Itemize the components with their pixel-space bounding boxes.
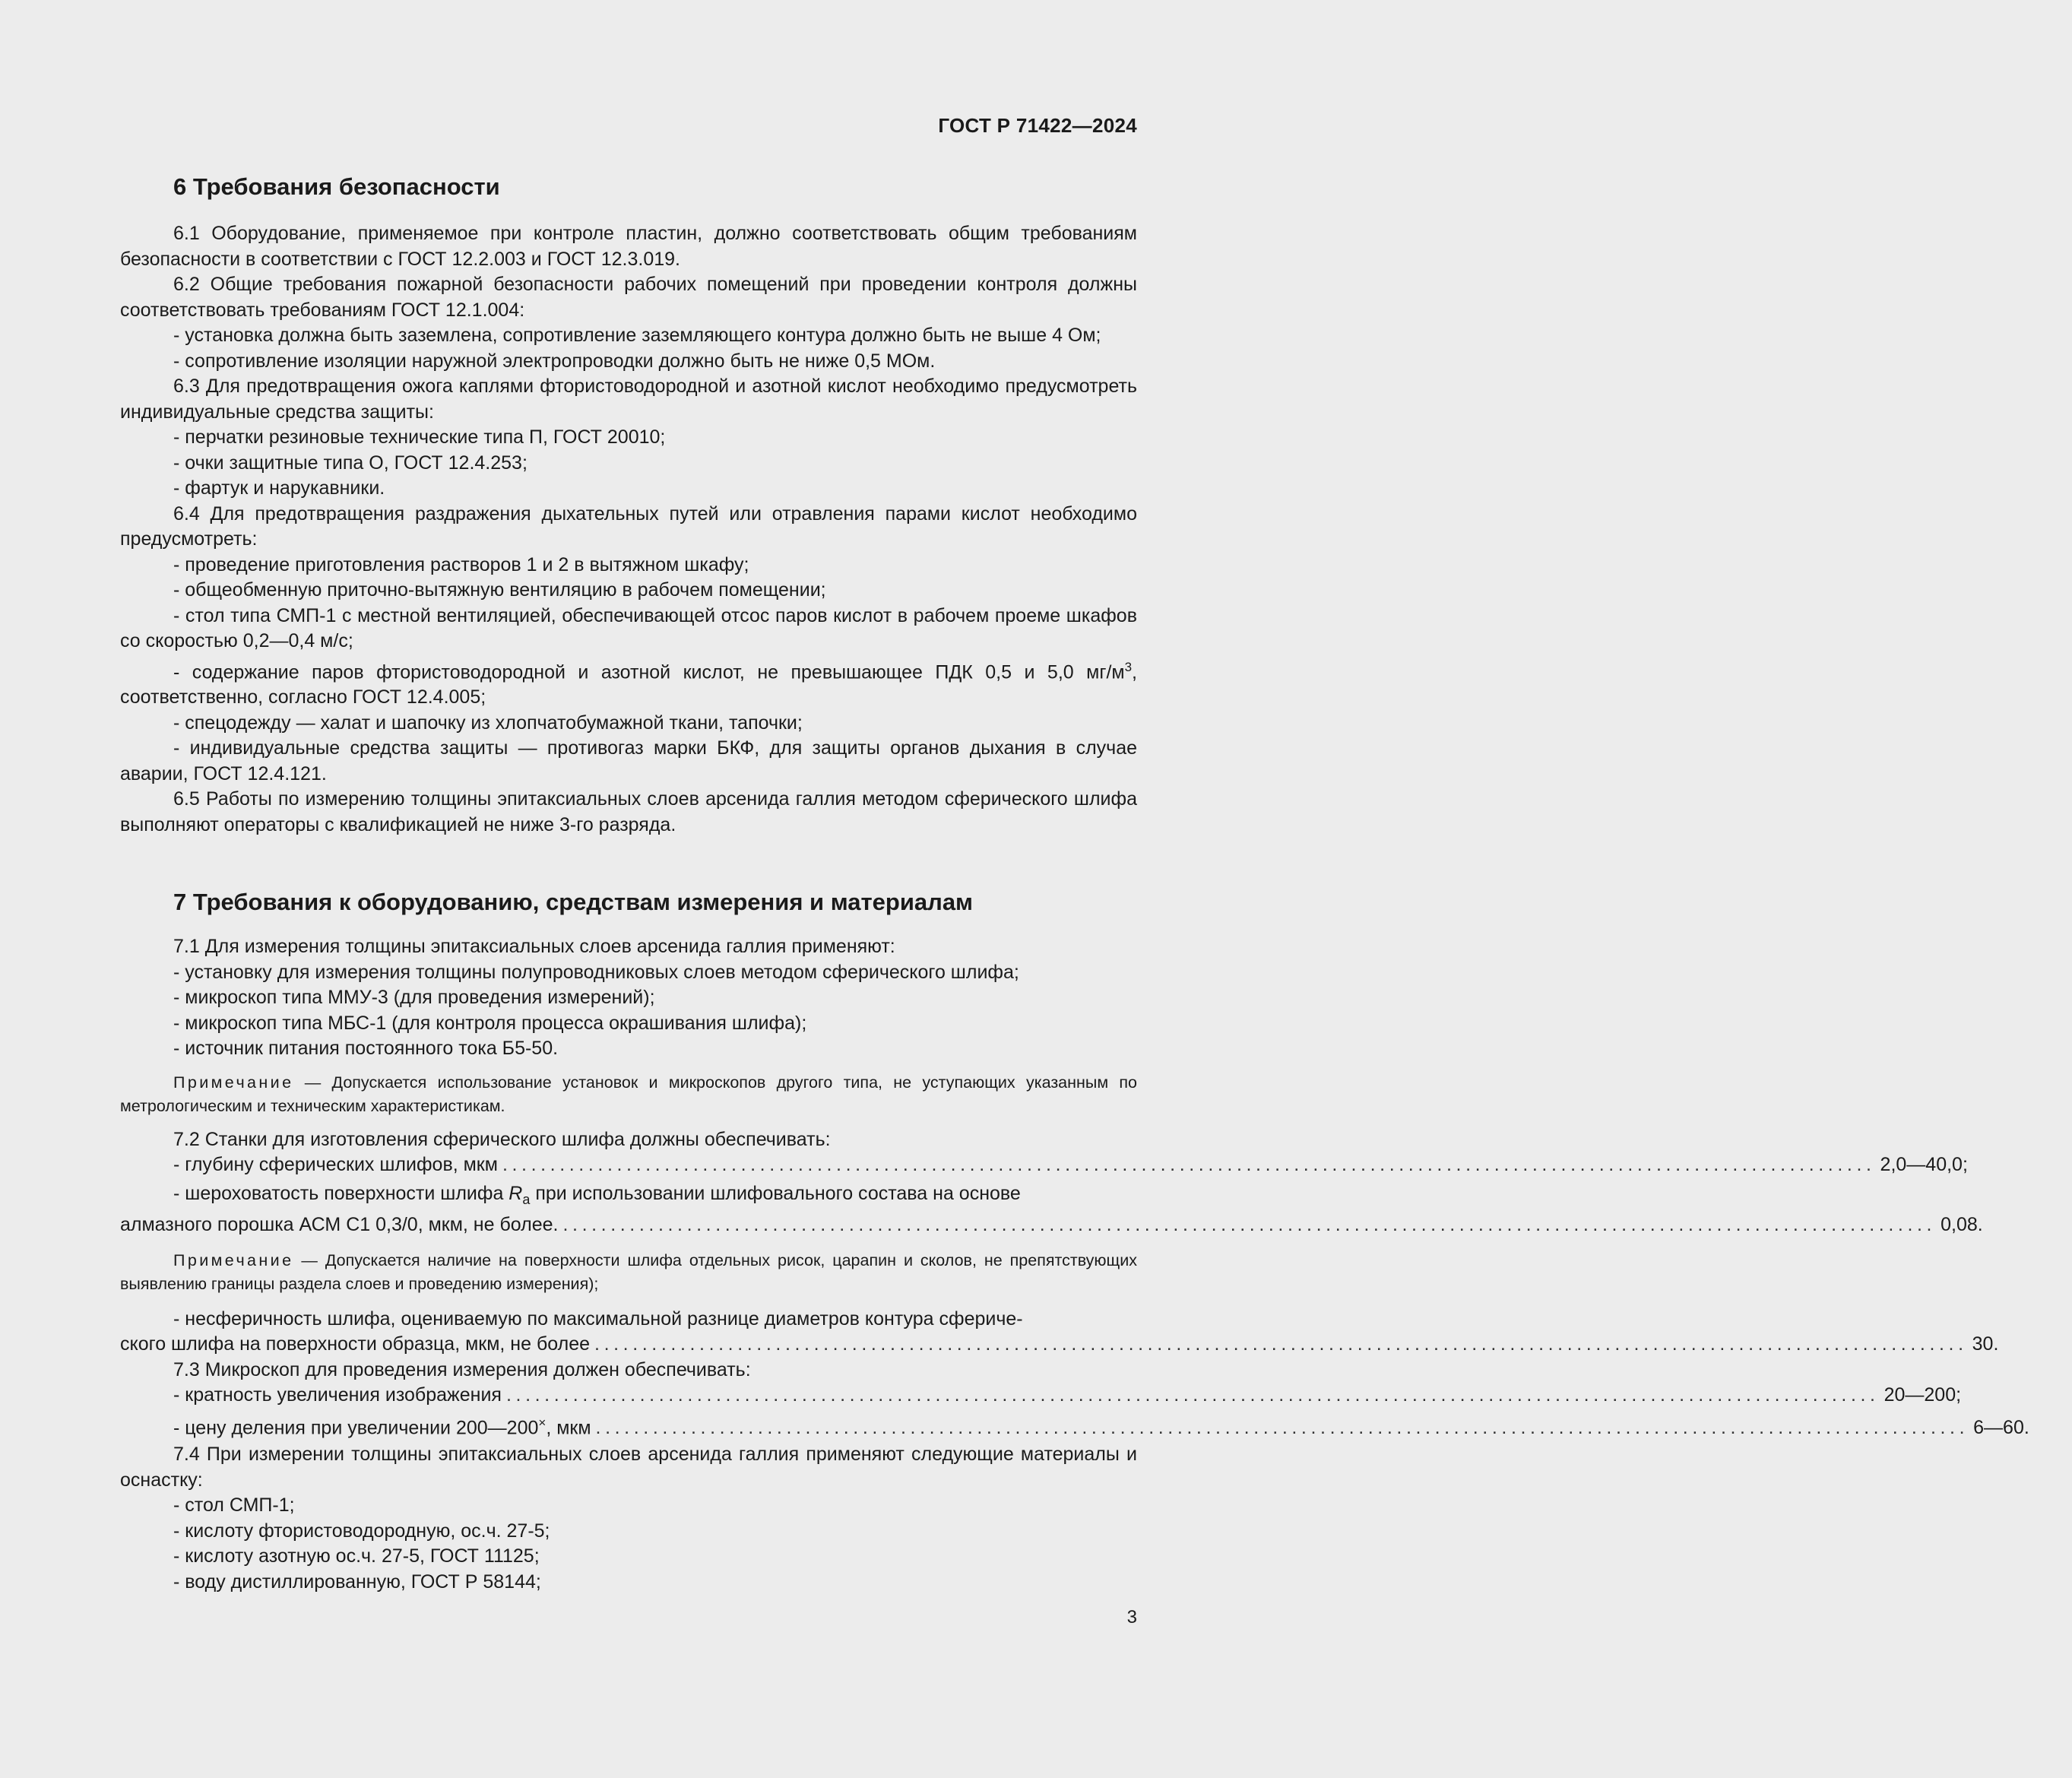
list-item: - микроскоп типа ММУ-3 (для проведения измерений); (173, 987, 655, 1008)
list-item-roughness: - шероховатость поверхности шлифа $R_a$ при использовании шлифовального состава на основе (173, 1182, 1021, 1207)
list-item: - установку для измерения толщины полупроводниковых слоев методом сферического шлифа; (173, 961, 1019, 983)
list-item: - установка должна быть заземлена, сопротивление заземляющего контура должно быть не выше 4 Ом; (173, 325, 1101, 346)
paragraph-6-1: 6.1 Оборудование, применяемое при контроле пластин, должно соответствовать общим требованиям безопасности в соответствии с ГОСТ 12.2.003 и ГОСТ 12.3.019. (120, 223, 1137, 270)
section-6-title: 6 Требования безопасности (173, 173, 500, 200)
leader-line-division: - цену деления при увеличении 200—200×, мкм ................................................................................................................................................ 6—60. (173, 1415, 2029, 1438)
paragraph-7-1: 7.1 Для измерения толщины эпитаксиальных слоев арсенида галлия применяют: (173, 936, 895, 957)
note-2: Примечание — Допускается наличие на поверхности шлифа отдельных рисок, царапин и сколов, не препятствующих выявлению границы раздела слоев и проведению измерения); (120, 1250, 1137, 1293)
paragraph-7-3: 7.3 Микроскоп для проведения измерения должен обеспечивать: (173, 1358, 751, 1380)
leader-line-depth: - глубину сферических шлифов, мкм ................................................................................................................................................ 2,0—40,0; (173, 1154, 1968, 1175)
section-6-body (120, 221, 1137, 838)
leader-line-sphericity: ского шлифа на поверхности образца, мкм, не более ................................................................................................................................................ 30. (120, 1333, 1999, 1355)
list-item: - индивидуальные средства защиты — противогаз марки БКФ, для защиты органов дыхания в случае аварии, ГОСТ 12.4.121. (120, 737, 1137, 784)
document-code: ГОСТ Р 71422—2024 (938, 114, 1137, 137)
list-item: - проведение приготовления растворов 1 и 2 в вытяжном шкафу; (173, 553, 749, 575)
paragraph-7-2: 7.2 Станки для изготовления сферического шлифа должны обеспечивать: (173, 1128, 831, 1150)
paragraph-6-4: 6.4 Для предотвращения раздражения дыхательных путей или отравления парами кислот необходимо предусмотреть: (120, 502, 1137, 550)
list-item: - микроскоп типа МБС-1 (для контроля процесса окрашивания шлифа); (173, 1012, 807, 1034)
leader-line-roughness: алмазного порошка АСМ С1 0,3/0, мкм, не более. ................................................................................................................................................ 0,08. (120, 1214, 1983, 1235)
list-item: - кислоту азотную ос.ч. 27-5, ГОСТ 11125; (173, 1545, 540, 1567)
list-item: - кислоту фтористоводородную, ос.ч. 27-5; (173, 1520, 550, 1542)
list-item: - спецодежду — халат и шапочку из хлопчатобумажной ткани, тапочки; (173, 712, 803, 734)
paragraph-6-2: 6.2 Общие требования пожарной безопасности рабочих помещений при проведении контроля должны соответствовать требованиям ГОСТ 12.1.004: (120, 274, 1137, 321)
list-item: - фартук и нарукавники. (173, 477, 385, 499)
page-number: 3 (1126, 1607, 1137, 1627)
list-item-sphericity: - несферичность шлифа, оцениваемую по максимальной разнице диаметров контура сфериче- (173, 1307, 1023, 1330)
section-7-title: 7 Требования к оборудованию, средствам измерения и материалам (173, 889, 973, 915)
list-item-pdk: - содержание паров фтористоводородной и азотной кислот, не превышающее ПДК 0,5 и 5,0 $мг/м^3$, соответственно, согласно ГОСТ 12.4.005; (120, 659, 1137, 708)
paragraph-7-4: 7.4 При измерении толщины эпитаксиальных слоев арсенида галлия применяют следующие материалы и оснастку: (120, 1444, 1137, 1491)
list-item: - источник питания постоянного тока Б5-50. (173, 1038, 559, 1059)
list-item: - стол СМП-1; (173, 1494, 295, 1517)
leader-line-magnification: - кратность увеличения изображения ................................................................................................................................................ 20—200; (173, 1384, 1962, 1406)
note-1: Примечание — Допускается использование установок и микроскопов другого типа, не уступающих указанным по метрологическим и техническим характеристикам. (120, 1073, 1137, 1115)
paragraph-6-3: 6.3 Для предотвращения ожога каплями фтористоводородной и азотной кислот необходимо предусмотреть индивидуальные средства защиты: (120, 376, 1137, 423)
list-item: - стол типа СМП-1 с местной вентиляцией, обеспечивающей отсос паров кислот в рабочем проеме шкафов со скоростью 0,2—0,4 м/с; (120, 604, 1137, 651)
list-item: - перчатки резиновые технические типа П, ГОСТ 20010; (173, 426, 666, 448)
list-item: - сопротивление изоляции наружной электропроводки должно быть не ниже 0,5 МОм. (173, 350, 936, 372)
paragraph-6-5: 6.5 Работы по измерению толщины эпитаксиальных слоев арсенида галлия методом сферического шлифа выполняют операторы с квалификацией не ниже 3-го разряда. (120, 788, 1137, 835)
list-item: - воду дистиллированную, ГОСТ Р 58144; (173, 1570, 541, 1593)
list-item: - общеобменную приточно-вытяжную вентиляцию в рабочем помещении; (173, 579, 826, 601)
list-item: - очки защитные типа О, ГОСТ 12.4.253; (173, 452, 528, 474)
section-7-body (120, 934, 2029, 1595)
